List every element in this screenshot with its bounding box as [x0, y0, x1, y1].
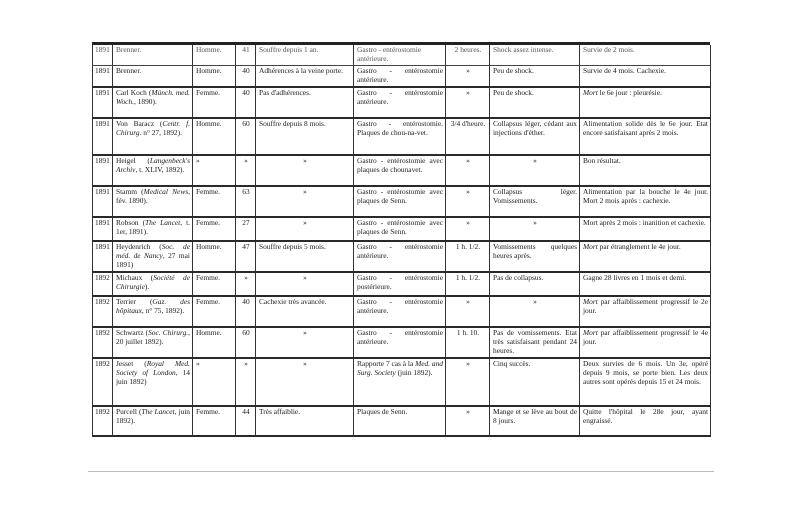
age-cell: » [236, 358, 256, 406]
operation-cell [354, 118, 446, 155]
author-cell [113, 155, 193, 186]
outcome-death: Mort [583, 328, 598, 338]
source-title: Medical News [143, 187, 189, 197]
table-row [93, 66, 711, 88]
year-cell: 1891 [93, 66, 113, 88]
indication-cell: » [256, 217, 354, 241]
source-title: Royal Med. Society of London [116, 359, 190, 377]
operation-cell [354, 155, 446, 186]
table-row [93, 87, 711, 118]
duration-cell: » [446, 296, 490, 327]
outcome-text: Survie de 4 mois. Cachexie. [583, 66, 666, 76]
duration-cell: » [446, 155, 490, 186]
operation-cell [354, 296, 446, 327]
outcome-text: Bon résultat. [583, 156, 621, 166]
sex-cell: Homme. [193, 118, 236, 155]
author-cell [113, 217, 193, 241]
outcome-text: par affaiblissement progressif le 4e jour. [583, 328, 708, 346]
cut-immediate: Shock assez intense. [490, 45, 580, 66]
year-cell: 1892 [93, 406, 113, 436]
duration-cell: 1 h. 10. [446, 327, 490, 358]
source-date: , 14 juin 1892) [116, 367, 190, 386]
outcome-text: le 6e jour : pleurésie. [597, 88, 662, 98]
source-date: , fév. 1890). [116, 187, 190, 205]
author-cell [113, 87, 193, 118]
indication-cell: Très affaiblie. [256, 406, 354, 436]
age-cell: 63 [236, 186, 256, 217]
immediate-result-cell: Mange et se lève au bout de 8 jours. [490, 406, 580, 436]
outcome-text: Quitte l'hôpital le 28e jour, ayant engraissé. [583, 407, 708, 425]
cut-author: Brenner. [113, 45, 193, 66]
year-cell: 1891 [93, 241, 113, 272]
operation-text: Plaques de Senn. [357, 407, 408, 417]
author-name: Jesset ( [116, 359, 147, 369]
immediate-result-cell: Vomissements quelques heures après. [490, 241, 580, 272]
outcome-cell [580, 217, 711, 241]
duration-cell: » [446, 186, 490, 217]
immediate-result-cell: Peu de shock. [490, 66, 580, 88]
operation-cell [354, 87, 446, 118]
table-row [93, 217, 711, 241]
immediate-result-cell: Collapsus léger. Vomissements. [490, 186, 580, 217]
year-cell: 1892 [93, 296, 113, 327]
cut-indication: Souffre depuis 1 an. [256, 45, 354, 66]
age-cell: » [236, 272, 256, 296]
outcome-text: par étranglement le 4e jour. [597, 242, 681, 252]
indication-cell: » [256, 272, 354, 296]
outcome-cell [580, 272, 711, 296]
year-cell: 1891 [93, 87, 113, 118]
outcome-death: Mort [583, 88, 598, 98]
indication-cell: » [256, 155, 354, 186]
operation-text: Gastro - entérostomie antérieure. [357, 242, 443, 260]
year-cell: 1891 [93, 118, 113, 155]
author-cell [113, 296, 193, 327]
author-cell [113, 272, 193, 296]
duration-cell: » [446, 66, 490, 88]
indication-cell: » [256, 358, 354, 406]
duration-cell: » [446, 87, 490, 118]
author-name: Von Baracz ( [116, 119, 163, 129]
cut-sex: Homme. [193, 45, 236, 66]
outcome-text: Alimentation par la bouche le 4e jour. Mort 2 mois après : cachexie. [583, 187, 708, 205]
author-cell [113, 118, 193, 155]
outcome-cell [580, 327, 711, 358]
indication-cell: Pas d'adhérences. [256, 87, 354, 118]
age-cell: » [236, 155, 256, 186]
source-date: , 1890). [134, 96, 157, 106]
age-cell: 44 [236, 406, 256, 436]
immediate-result-cell: » [490, 217, 580, 241]
source-date: ). [144, 281, 150, 291]
outcome-cell [580, 155, 711, 186]
source-date: , 27 mai 1891) [116, 250, 190, 269]
case-table-body [93, 45, 711, 436]
author-name: Robson ( [116, 218, 146, 228]
sex-cell: Femme. [193, 272, 236, 296]
outcome-cell [580, 296, 711, 327]
table-row [93, 406, 711, 436]
indication-cell: » [256, 327, 354, 358]
outcome-cell [580, 87, 711, 118]
age-cell: 27 [236, 217, 256, 241]
author-name: Stamm ( [116, 187, 144, 197]
author-cell [113, 241, 193, 272]
operation-cell [354, 358, 446, 406]
indication-cell: Souffre depuis 5 mois. [256, 241, 354, 272]
operation-text: (juin 1892). [395, 367, 433, 377]
author-name: Carl Koch ( [116, 88, 152, 98]
table-row [93, 327, 711, 358]
table-row [93, 296, 711, 327]
outcome-text: Deux survies de 6 mois. Un 3e, opéré depuis 9 mois, se porte bien. Les deux autres sont opérés depuis 15 et 24 mois. [583, 359, 708, 386]
age-cell: 40 [236, 87, 256, 118]
operation-cell [354, 186, 446, 217]
duration-cell: 3/4 d'heure. [446, 118, 490, 155]
cut-operation: Gastro - entérostomie antérieure. [354, 45, 446, 66]
outcome-cell [580, 406, 711, 436]
sex-cell: Femme. [193, 296, 236, 327]
cut-outcome: Survie de 2 mois. [580, 45, 711, 66]
cut-row [93, 45, 711, 66]
immediate-result-cell: Cinq succès. [490, 358, 580, 406]
duration-cell: 1 h. 1/2. [446, 241, 490, 272]
table-row [93, 118, 711, 155]
source-title: Soc. de méd. de Nancy [116, 242, 190, 260]
operation-cell [354, 217, 446, 241]
source-title: Gaz. des hôpitaux [116, 297, 190, 315]
year-cell: 1891 [93, 217, 113, 241]
author-name: Terrier ( [116, 297, 153, 307]
scanned-page [88, 40, 716, 472]
immediate-result-cell: Pas de vomissements. Etat très satisfaisant pendant 24 heures. [490, 327, 580, 358]
operation-text: Rapporte 7 cas à la [357, 359, 416, 369]
source-title: The Lancet [145, 218, 181, 228]
sex-cell: » [193, 358, 236, 406]
duration-cell: 1 h. 1/2. [446, 272, 490, 296]
outcome-cell [580, 66, 711, 88]
year-cell: 1891 [93, 186, 113, 217]
table-row [93, 186, 711, 217]
operation-source: Med. and Surg. Society [357, 359, 443, 377]
outcome-cell [580, 186, 711, 217]
author-cell [113, 327, 193, 358]
cut-year: 1891 [93, 45, 113, 66]
author-name: Brenner. [116, 66, 142, 76]
sex-cell: Homme. [193, 241, 236, 272]
sex-cell: Homme. [193, 66, 236, 88]
author-name: Purcell ( [116, 407, 142, 417]
year-cell: 1892 [93, 327, 113, 358]
source-title: The Lancet [141, 407, 175, 417]
operation-cell [354, 327, 446, 358]
outcome-text: par affaiblissement progressif le 2e jour. [583, 297, 708, 315]
author-name: Michaux ( [116, 273, 154, 283]
outcome-text: Alimentation solide dès le 6e jour. Etat encore satisfaisant après 2 mois. [583, 119, 708, 137]
operation-text: Gastro - entérostomie antérieure. [357, 297, 443, 315]
duration-cell: » [446, 406, 490, 436]
source-date: . n° 27, 1892). [139, 127, 182, 137]
operation-text: Gastro - entérostomie postérieure. [357, 273, 443, 291]
sex-cell: Femme. [193, 186, 236, 217]
author-cell [113, 66, 193, 88]
indication-cell: Adhérences à la veine porte. [256, 66, 354, 88]
source-title: Soc. Chirurg. [148, 328, 189, 338]
source-date: , n° 75, 1892). [141, 305, 185, 315]
source-title: Centr. f. Chirurg [116, 119, 190, 137]
source-title: Münch. med. Woch. [116, 88, 190, 106]
author-name: Schwartz ( [116, 328, 149, 338]
source-date: , t. XLIV, 1892). [135, 164, 185, 174]
table-row [93, 358, 711, 406]
operation-text: Gastro - entérostomie avec plaques de chounavet. [357, 156, 443, 174]
sex-cell: Femme. [193, 406, 236, 436]
outcome-cell [580, 118, 711, 155]
operation-text: Gastro - entérostomie avec plaques de Senn. [357, 218, 443, 236]
outcome-text: Gagne 28 livres en 1 mois et demi. [583, 273, 687, 283]
source-date: , juin 1892). [116, 407, 190, 425]
immediate-result-cell: » [490, 155, 580, 186]
source-date: , t. 1er, 1891). [116, 218, 190, 236]
year-cell: 1892 [93, 358, 113, 406]
cut-duration: 2 heures. [446, 45, 490, 66]
duration-cell: » [446, 217, 490, 241]
source-title: Langenbeck's Archiv [116, 156, 190, 174]
age-cell: 40 [236, 296, 256, 327]
age-cell: 40 [236, 66, 256, 88]
outcome-text: Mort après 2 mois : inanition et cachexie. [583, 218, 706, 228]
table-row [93, 241, 711, 272]
immediate-result-cell: » [490, 296, 580, 327]
operation-text: Gastro - entérostomie antérieure. [357, 88, 443, 106]
sex-cell: Homme. [193, 327, 236, 358]
table-row [93, 272, 711, 296]
indication-cell: Souffre depuis 8 mois. [256, 118, 354, 155]
outcome-death: Mort [583, 297, 598, 307]
age-cell: 60 [236, 118, 256, 155]
author-cell [113, 406, 193, 436]
operation-text: Gastro - entérostomie antérieure. [357, 66, 443, 84]
operation-cell [354, 406, 446, 436]
source-title: Société de Chirurgie [116, 273, 190, 291]
sex-cell: Femme. [193, 87, 236, 118]
year-cell: 1892 [93, 272, 113, 296]
indication-cell: » [256, 186, 354, 217]
outcome-cell [580, 358, 711, 406]
operation-cell [354, 272, 446, 296]
immediate-result-cell: Peu de shock. [490, 87, 580, 118]
immediate-result-cell: Pas de collapsus. [490, 272, 580, 296]
operation-text: Gastro - entérostomie avec plaques de Senn. [357, 187, 443, 205]
immediate-result-cell: Collapsus léger, cédant aux injections d'éther. [490, 118, 580, 155]
author-cell [113, 358, 193, 406]
duration-cell: » [446, 358, 490, 406]
operation-text: Gastro - entérostomie. Plaques de chou-na-vet. [357, 119, 443, 137]
author-cell [113, 186, 193, 217]
author-name: Heydenrich ( [116, 242, 162, 252]
outcome-cell [580, 241, 711, 272]
age-cell: 60 [236, 327, 256, 358]
age-cell: 47 [236, 241, 256, 272]
outcome-death: Mort [583, 242, 598, 252]
sex-cell: Femme. [193, 217, 236, 241]
case-table [92, 45, 711, 437]
indication-cell: Cachexie très avancée. [256, 296, 354, 327]
cut-age: 41 [236, 45, 256, 66]
sex-cell: » [193, 155, 236, 186]
author-name: Heigel ( [116, 156, 150, 166]
source-date: , 20 juillet 1892). [116, 328, 190, 346]
year-cell: 1891 [93, 155, 113, 186]
operation-cell [354, 241, 446, 272]
operation-text: Gastro - entérostomie antérieure. [357, 328, 443, 346]
operation-cell [354, 66, 446, 88]
table-row [93, 155, 711, 186]
